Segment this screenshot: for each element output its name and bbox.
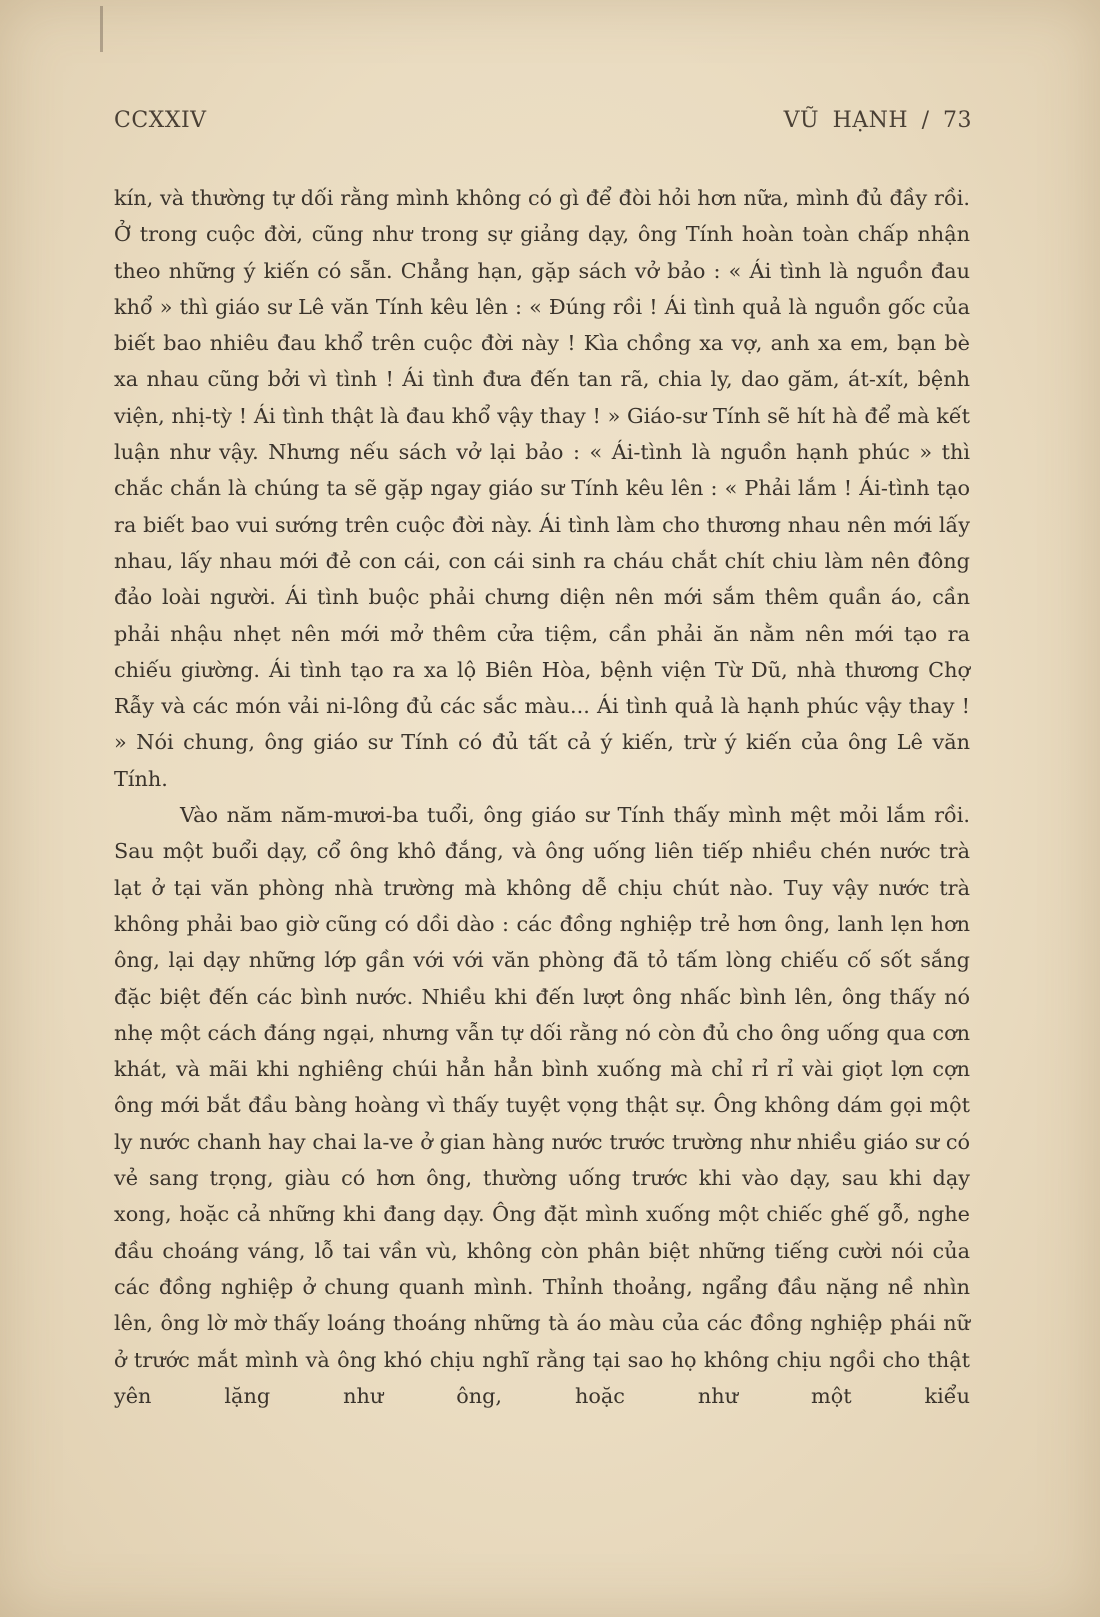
paragraph-2: Vào năm năm-mươi-ba tuổi, ông giáo sư Tính thấy mình mệt mỏi lắm rồi. Sau một buổi dạy, cổ ông khô đắng, và ông uống liên tiếp nhiều chén nước trà lạt ở tại văn phòng nhà trường mà không dễ chịu chút nào. Tuy vậy nước trà không phải bao giờ cũng có dồi dào : các đồng nghiệp trẻ hơn ông, lanh lẹn hơn ông, lại dạy những lớp gần với với văn phòng đã tỏ tấm lòng chiếu cố sốt sắng đặc biệt đến các bình nước. Nhiều khi đến lượt ông nhấc bình lên, ông thấy nó nhẹ một cách đáng ngại, nhưng vẫn tự dối rằng nó còn đủ cho ông uống qua cơn khát, và mãi khi nghiêng chúi hẳn hẳn bình xuống mà chỉ rỉ rỉ vài giọt lợn cợn ông mới bắt đầu bàng hoàng vì thấy tuyệt vọng thật sự. Ông không dám gọi một ly nước chanh hay chai la-ve ở gian hàng nước trước trường như nhiều giáo sư có vẻ sang trọng, giàu có hơn ông, thường uống trước khi vào dạy, sau khi dạy xong, hoặc cả những khi đang dạy. Ông đặt mình xuống một chiếc ghế gỗ, nghe đầu choáng váng, lỗ tai vần vù, không còn phân biệt những tiếng cười nói của các đồng nghiệp ở chung quanh mình. Thỉnh thoảng, ngẩng đầu nặng nề nhìn lên, ông lờ mờ thấy loáng thoáng những tà áo màu của các đồng nghiệp phái nữ ở trước mắt mình và ông khó chịu nghĩ rằng tại sao họ không chịu ngồi cho thật yên lặng như ông, hoặc như một kiểu — [114, 803, 970, 1408]
page-header — [114, 108, 972, 138]
body-text — [114, 180, 970, 1414]
page-corner-mark — [100, 6, 103, 52]
author-and-page-number: VŨ HẠNH / 73 — [783, 108, 972, 133]
paragraph-1: kín, và thường tự dối rằng mình không có gì để đòi hỏi hơn nữa, mình đủ đầy rồi. Ở trong cuộc đời, cũng như trong sự giảng dạy, ông Tính hoàn toàn chấp nhận theo những ý kiến có sẵn. Chẳng hạn, gặp sách vở bảo : « Ái tình là nguồn đau khổ » thì giáo sư Lê văn Tính kêu lên : « Đúng rồi ! Ái tình quả là nguồn gốc của biết bao nhiêu đau khổ trên cuộc đời này ! Kìa chồng xa vợ, anh xa em, bạn bè xa nhau cũng bởi vì tình ! Ái tình đưa đến tan rã, chia ly, dao găm, át-xít, bệnh viện, nhị-tỳ ! Ái tình thật là đau khổ vậy thay ! » Giáo-sư Tính sẽ hít hà để mà kết luận như vậy. Nhưng nếu sách vở lại bảo : « Ái-tình là nguồn hạnh phúc » thì chắc chắn là chúng ta sẽ gặp ngay giáo sư Tính kêu lên : « Phải lắm ! Ái-tình tạo ra biết bao vui sướng trên cuộc đời này. Ái tình làm cho thương nhau nên mới lấy nhau, lấy nhau mới đẻ con cái, con cái sinh ra cháu chắt chít chiu làm nên đông đảo loài người. Ái tình buộc phải chưng diện nên mới sắm thêm quần áo, cần phải nhậu nhẹt nên mới mở thêm cửa tiệm, cần phải ăn nằm nên mới tạo ra chiếu giường. Ái tình tạo ra xa lộ Biên Hòa, bệnh viện Từ Dũ, nhà thương Chợ Rẫy và các món vải ni-lông đủ các sắc màu... Ái tình quả là hạnh phúc vậy thay ! » Nói chung, ông giáo sư Tính có đủ tất cả ý kiến, trừ ý kiến của ông Lê văn Tính. — [114, 186, 970, 791]
section-number: CCXXIV — [114, 108, 207, 133]
